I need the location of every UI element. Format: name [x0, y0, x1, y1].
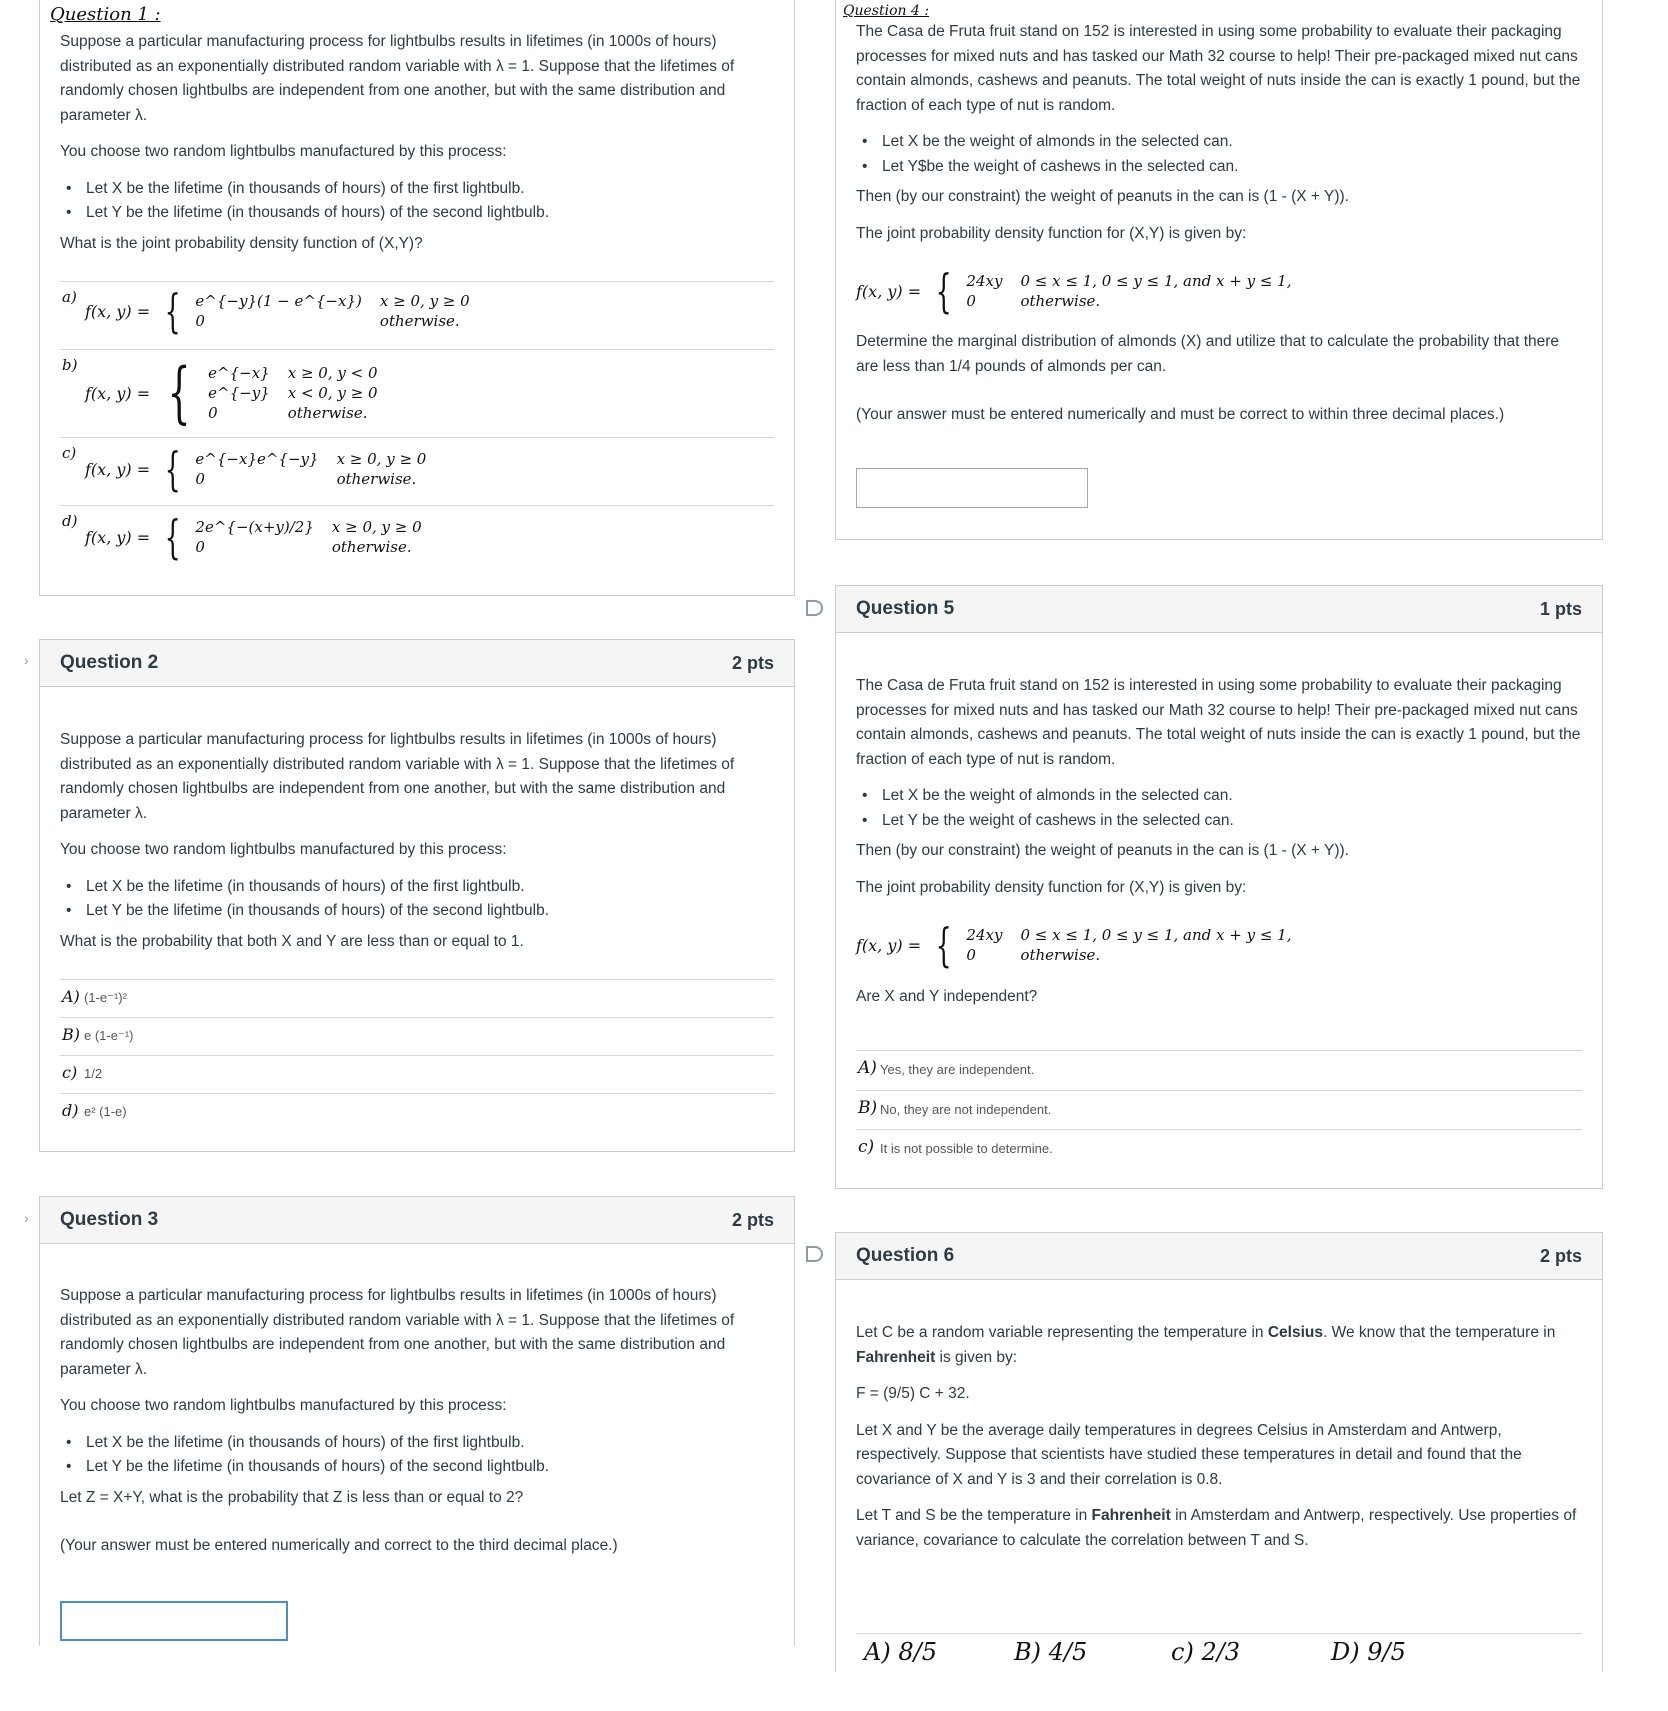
question-3-answer-input[interactable]: [60, 1601, 288, 1641]
option-b[interactable]: [60, 1017, 774, 1055]
question-3-paragraph: Suppose a particular manufacturing process for lightbulbs results in lifetimes (in 1000s of hours) distributed as an exponentially distributed random variable with λ = 1. Suppose that the lifetimes of randomly chosen lightbulbs are independent from one another, but with the same distribution and parameter λ.: [60, 1287, 735, 1378]
question-2-card: [39, 639, 795, 1152]
brace: {: [164, 284, 181, 338]
list-item: • Let X be the lifetime (in thousands of hours) of the first lightbulb.: [60, 1431, 774, 1456]
question-6-paragraph-2: Let X and Y be the average daily temperatures in degrees Celsius in Amsterdam and Antwerp, respectively. Suppose that scientists have studied these temperatures in detail and found that the covariance of X and Y is 3 and their correlation is 0.8.: [856, 1421, 1522, 1488]
case-expr: e^{−y}(1 − e^{−x}): [195, 292, 362, 310]
case-cond: x ≥ 0, y ≥ 0: [379, 292, 470, 310]
question-2-header: [40, 640, 794, 687]
option-label: A): [62, 987, 80, 1006]
case-expr: e^{−x}: [208, 364, 270, 382]
question-5-bullets: [856, 784, 1582, 833]
option-c[interactable]: [856, 1129, 1582, 1169]
text-run: Let C be a random variable representing the temperature in: [856, 1324, 1268, 1341]
question-6-formula: F = (9/5) C + 32.: [856, 1385, 970, 1402]
option-label: b): [62, 356, 78, 374]
case-cond: otherwise.: [331, 538, 412, 556]
option-text: e (1-e⁻¹): [84, 1028, 134, 1043]
list-item: • Let X be the weight of almonds in the selected can.: [856, 130, 1582, 155]
question-6-points: 2 pts: [1539, 1245, 1582, 1266]
brace: {: [935, 918, 952, 972]
chevron-right-icon[interactable]: ›: [24, 1210, 29, 1226]
list-item: • Let Y be the lifetime (in thousands of hours) of the second lightbulb.: [60, 899, 774, 924]
question-5-joint-intro: The joint probability density function for (X,Y) is given by:: [856, 878, 1247, 896]
option-text: 9/5: [1367, 1638, 1406, 1666]
question-6-options: [856, 1633, 1582, 1673]
question-2-bullets: [60, 875, 774, 924]
case-cond: otherwise.: [287, 404, 368, 422]
question-6-paragraph: [856, 1321, 1582, 1370]
list-item: • Let X be the weight of almonds in the selected can.: [856, 784, 1582, 809]
question-4-bullets: [856, 130, 1582, 179]
question-3-header: [40, 1197, 794, 1244]
case-expr: e^{−y}: [208, 384, 270, 402]
question-4-prompt: Determine the marginal distribution of almonds (X) and utilize that to calculate the probability that there are less than 1/4 pounds of almonds per can.: [856, 333, 1560, 375]
option-label: A): [858, 1058, 877, 1078]
list-item: • Let Y$be the weight of cashews in the selected can.: [856, 155, 1582, 180]
case-cond: otherwise.: [379, 312, 460, 330]
brace: {: [164, 510, 181, 564]
case-cond: x ≥ 0, y ≥ 0: [331, 518, 422, 536]
case-expr: 0: [195, 470, 205, 488]
question-2-points: 2 pts: [731, 652, 774, 673]
text-run-bold: Celsius: [1267, 1324, 1323, 1341]
case-cond: otherwise.: [1020, 946, 1101, 964]
option-text: 4/5: [1048, 1638, 1088, 1666]
question-1-card: [39, 0, 795, 596]
case-cond: 0 ≤ x ≤ 1, 0 ≤ y ≤ 1, and x + y ≤ 1,: [1020, 272, 1292, 290]
option-label: a): [62, 288, 77, 306]
question-5-header: [836, 586, 1602, 633]
function-label: f(x, y) =: [85, 527, 151, 547]
option-text: 8/5: [898, 1638, 937, 1666]
function-label: f(x, y) =: [85, 301, 151, 321]
brace: {: [935, 264, 952, 318]
case-cond: x < 0, y ≥ 0: [287, 384, 378, 402]
option-text: No, they are not independent.: [880, 1102, 1052, 1117]
question-3-bullets: [60, 1431, 774, 1480]
function-label: f(x, y) =: [856, 281, 922, 301]
list-item: • Let Y be the weight of cashews in the selected can.: [856, 809, 1582, 834]
question-4-note: (Your answer must be entered numerically and must be correct to within three decimal places.): [856, 406, 1505, 423]
text-run: in Amsterdam and Antwerp, respectively. Use properties of variance, covariance to calculate the correlation between T and S.: [856, 1507, 1577, 1549]
question-5-constraint: Then (by our constraint) the weight of peanuts in the can is (1 - (X + Y)).: [856, 842, 1349, 859]
brace: {: [164, 442, 181, 496]
option-text: (1-e⁻¹)²: [84, 990, 127, 1005]
case-expr: 2e^{−(x+y)/2}: [195, 518, 314, 536]
case-cond: otherwise.: [1020, 292, 1101, 310]
option-label: c): [1171, 1638, 1194, 1666]
list-item: • Let X be the lifetime (in thousands of hours) of the first lightbulb.: [60, 177, 774, 202]
question-2-paragraph-2: You choose two random lightbulbs manufactured by this process:: [60, 841, 507, 858]
question-1-bullets: [60, 177, 774, 226]
option-c[interactable]: [1171, 1638, 1240, 1666]
option-label: c): [858, 1137, 875, 1157]
option-text: e² (1-e): [84, 1104, 127, 1119]
question-4-card: [835, 0, 1603, 540]
option-a[interactable]: [60, 281, 774, 349]
flag-question-icon[interactable]: [806, 1246, 823, 1262]
case-expr: 0: [195, 538, 205, 556]
question-3-title: Question 3: [60, 1209, 159, 1230]
list-item: • Let Y be the lifetime (in thousands of hours) of the second lightbulb.: [60, 201, 774, 226]
question-4-title: Question 4 :: [843, 3, 930, 19]
text-run: is given by:: [935, 1348, 1018, 1366]
question-5-options: [856, 1050, 1582, 1169]
text-run: Let T and S be the temperature in: [856, 1507, 1092, 1524]
case-expr: 0: [966, 292, 976, 310]
question-6-title: Question 6: [856, 1245, 955, 1266]
question-2-title: Question 2: [60, 652, 159, 673]
brace: {: [167, 354, 191, 431]
question-3-prompt: Let Z = X+Y, what is the probability that Z is less than or equal to 2?: [60, 1488, 524, 1506]
option-c[interactable]: [60, 437, 774, 505]
list-item: • Let X be the lifetime (in thousands of hours) of the first lightbulb.: [60, 875, 774, 900]
option-text: It is not possible to determine.: [880, 1141, 1053, 1156]
option-b[interactable]: [1014, 1638, 1087, 1666]
question-2-paragraph: Suppose a particular manufacturing process for lightbulbs results in lifetimes (in 1000s of hours) distributed as an exponentially distributed random variable with λ = 1. Suppose that the lifetimes of randomly chosen lightbulbs are independent from one another, but with the same distribution and parameter λ.: [60, 731, 735, 822]
case-cond: x ≥ 0, y < 0: [287, 364, 378, 382]
text-run-bold: Fahrenheit: [856, 1348, 936, 1366]
question-5-card: [835, 585, 1603, 1189]
question-5-prompt: Are X and Y independent?: [856, 988, 1038, 1005]
question-3-paragraph-2: You choose two random lightbulbs manufactured by this process:: [60, 1397, 507, 1414]
question-3-note: (Your answer must be entered numerically and correct to the third decimal place.): [60, 1537, 618, 1554]
option-label: d): [62, 512, 78, 530]
option-label: d): [62, 1101, 79, 1120]
case-cond: otherwise.: [336, 470, 417, 488]
question-1-title: Question 1 :: [50, 4, 161, 25]
question-3-points: 2 pts: [731, 1209, 774, 1230]
case-expr: 24xy: [966, 926, 1003, 944]
question-2-prompt: What is the probability that both X and Y are less than or equal to 1.: [60, 932, 524, 950]
question-1-prompt: What is the joint probability density function of (X,Y)?: [60, 234, 423, 252]
option-label: B): [1014, 1638, 1041, 1666]
question-6-paragraph-3: [856, 1504, 1582, 1553]
option-label: c): [62, 1063, 78, 1082]
option-d[interactable]: [60, 1093, 774, 1131]
question-4-joint-intro: The joint probability density function for (X,Y) is given by:: [856, 224, 1247, 242]
option-a[interactable]: [856, 1050, 1582, 1090]
option-d[interactable]: [60, 505, 774, 573]
text-run-bold: Fahrenheit: [1091, 1507, 1171, 1524]
function-label: f(x, y) =: [85, 459, 151, 479]
option-label: B): [62, 1025, 80, 1044]
function-label: f(x, y) =: [85, 383, 151, 403]
question-4-paragraph: The Casa de Fruta fruit stand on 152 is interested in using some probability to evaluate their packaging processes for mixed nuts and has tasked our Math 32 course to help! Their pre-packaged mixed nut cans contain almonds, cashews and peanuts. The total weight of nuts inside the can is exactly 1 pound, but the fraction of each type of nut is random.: [856, 23, 1581, 114]
option-label: B): [858, 1098, 878, 1118]
option-label: D): [1331, 1638, 1360, 1666]
text-run: . We know that the temperature in: [1323, 1324, 1556, 1341]
question-1-paragraph: Suppose a particular manufacturing process for lightbulbs results in lifetimes (in 1000s of hours) distributed as an exponentially distributed random variable with λ = 1. Suppose that the lifetimes of randomly chosen lightbulbs are independent from one another, but with the same distribution and parameter λ.: [60, 33, 735, 124]
option-a[interactable]: [60, 979, 774, 1017]
case-expr: 24xy: [966, 272, 1003, 290]
option-label: A): [864, 1638, 891, 1666]
case-cond: x ≥ 0, y ≥ 0: [336, 450, 427, 468]
case-expr: 0: [195, 312, 205, 330]
option-a[interactable]: [864, 1638, 937, 1666]
option-b[interactable]: [60, 349, 774, 437]
question-4-constraint: Then (by our constraint) the weight of peanuts in the can is (1 - (X + Y)).: [856, 188, 1349, 205]
question-5-points: 1 pts: [1539, 598, 1582, 619]
question-2-options: [60, 979, 774, 1131]
option-text: 1/2: [84, 1066, 103, 1081]
case-cond: 0 ≤ x ≤ 1, 0 ≤ y ≤ 1, and x + y ≤ 1,: [1020, 926, 1292, 944]
case-expr: 0: [208, 404, 218, 422]
option-label: c): [62, 444, 77, 462]
question-6-header: [836, 1233, 1602, 1280]
case-expr: 0: [966, 946, 976, 964]
question-1-options: [60, 281, 774, 573]
question-1-paragraph-2: You choose two random lightbulbs manufactured by this process:: [60, 143, 507, 160]
list-item: • Let Y be the lifetime (in thousands of hours) of the second lightbulb.: [60, 1455, 774, 1480]
question-3-card: [39, 1196, 795, 1646]
function-label: f(x, y) =: [856, 935, 922, 955]
chevron-right-icon[interactable]: ›: [24, 652, 29, 668]
question-5-title: Question 5: [856, 598, 955, 619]
question-6-card: [835, 1232, 1603, 1672]
flag-question-icon[interactable]: [806, 600, 823, 616]
question-4-answer-input[interactable]: [856, 468, 1088, 508]
option-b[interactable]: [856, 1090, 1582, 1129]
option-c[interactable]: [60, 1055, 774, 1093]
option-text: 2/3: [1201, 1638, 1241, 1666]
option-d[interactable]: [1331, 1638, 1406, 1666]
case-expr: e^{−x}e^{−y}: [195, 450, 319, 468]
option-text: Yes, they are independent.: [880, 1062, 1035, 1077]
question-5-paragraph: The Casa de Fruta fruit stand on 152 is interested in using some probability to evaluate their packaging processes for mixed nuts and has tasked our Math 32 course to help! Their pre-packaged mixed nut cans contain almonds, cashews and peanuts. The total weight of nuts inside the can is exactly 1 pound, but the fraction of each type of nut is random.: [856, 677, 1581, 768]
